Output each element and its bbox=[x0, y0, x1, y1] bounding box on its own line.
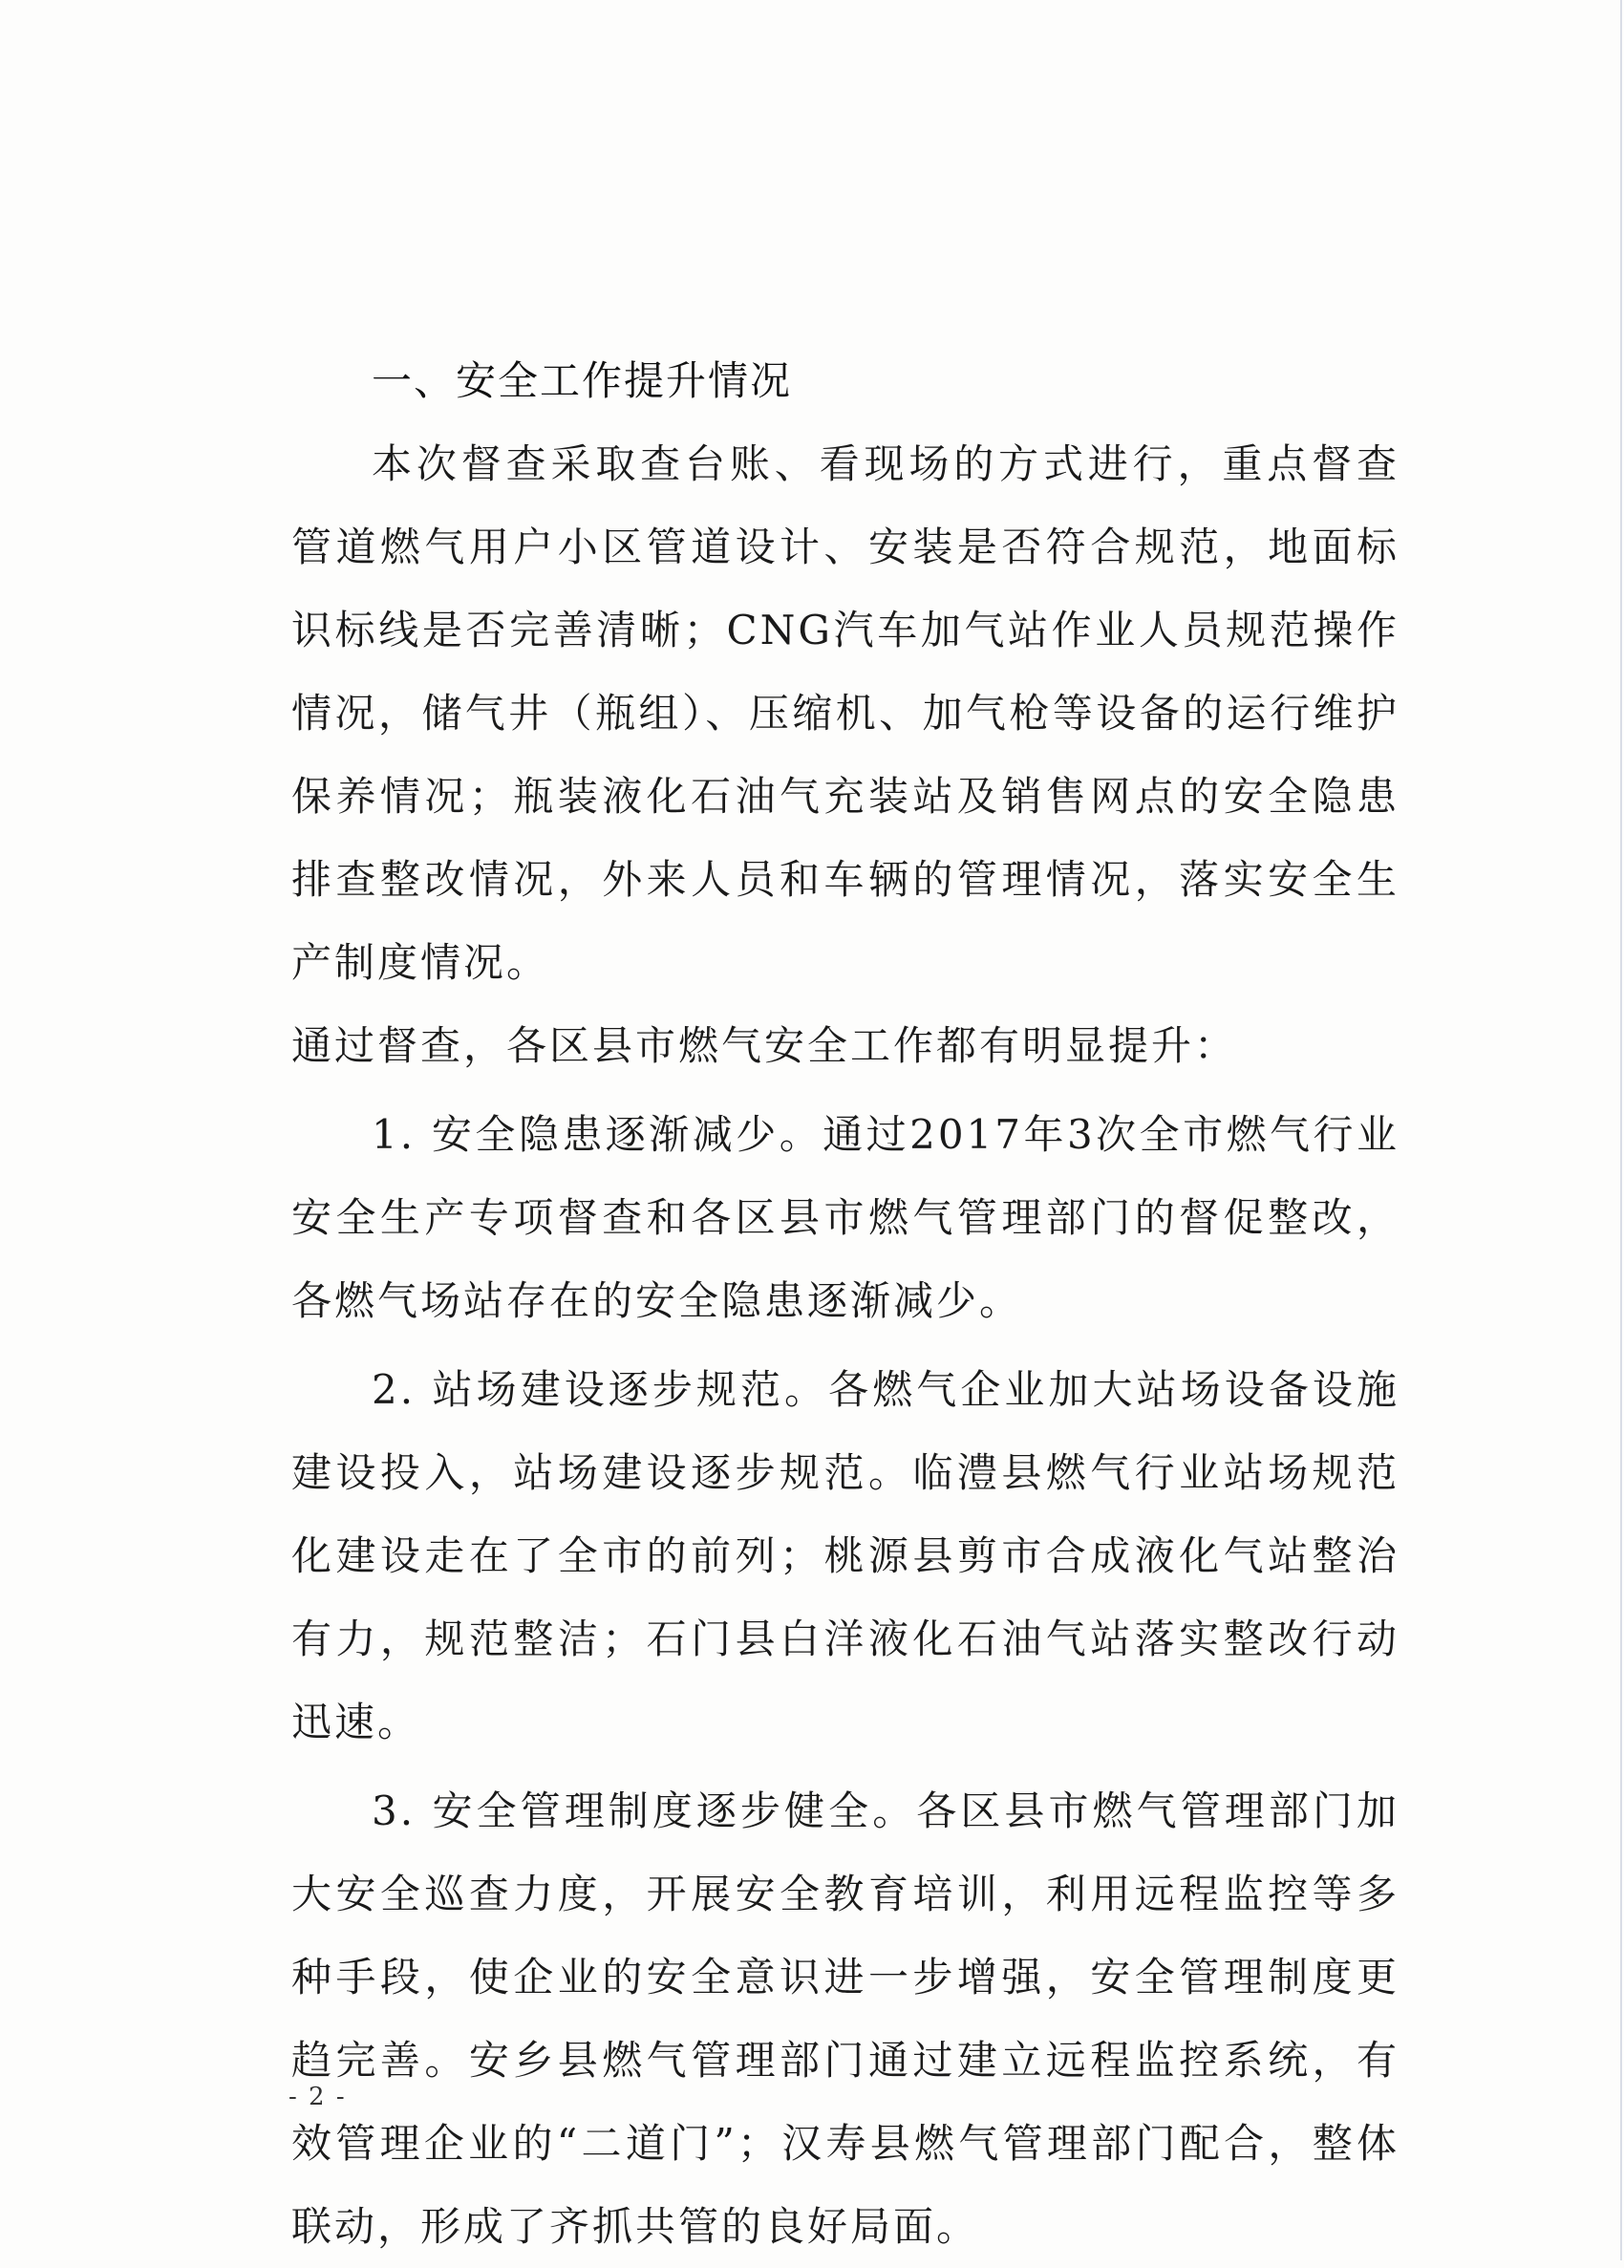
paragraph-summary: 通过督查，各区县市燃气安全工作都有明显提升： bbox=[291, 1022, 1238, 1069]
section-heading: 一、安全工作提升情况 bbox=[372, 357, 793, 404]
scan-edge bbox=[1620, 0, 1622, 2260]
page-number: - 2 - bbox=[288, 2083, 347, 2111]
paragraph-item-3: 3. 安全管理制度逐步健全。各区县市燃气管理部门加大安全巡查力度，开展安全教育培训，利用远程监控等多种手段，使企业的安全意识进一步增强，安全管理制度更趋完善。安乡县燃气管理部门通过建立远程监控系统，有效管理企业的“二道门”；汉寿县燃气管理部门配合，整体联动，形成了齐抓共管的良好局面。 bbox=[291, 1787, 1400, 2250]
paragraph-scope: 本次督查采取查台账、看现场的方式进行，重点督查管道燃气用户小区管道设计、安装是否符合规范，地面标识标线是否完善清晰；CNG汽车加气站作业人员规范操作情况，储气井（瓶组）、压缩机、加气枪等设备的运行维护保养情况；瓶装液化石油气充装站及销售网点的安全隐患排查整改情况，外来人员和车辆的管理情况，落实安全生产制度情况。 bbox=[291, 440, 1400, 986]
document-body bbox=[291, 339, 1400, 2268]
paragraph-item-2: 2. 站场建设逐步规范。各燃气企业加大站场设备设施建设投入，站场建设逐步规范。临澧县燃气行业站场规范化建设走在了全市的前列；桃源县剪市合成液化气站整治有力，规范整洁；石门县白洋液化石油气站落实整改行动迅速。 bbox=[291, 1366, 1400, 1745]
paragraph-item-1: 1. 安全隐患逐渐减少。通过2017年3次全市燃气行业安全生产专项督查和各区县市燃气管理部门的督促整改，各燃气场站存在的安全隐患逐渐减少。 bbox=[291, 1111, 1400, 1324]
